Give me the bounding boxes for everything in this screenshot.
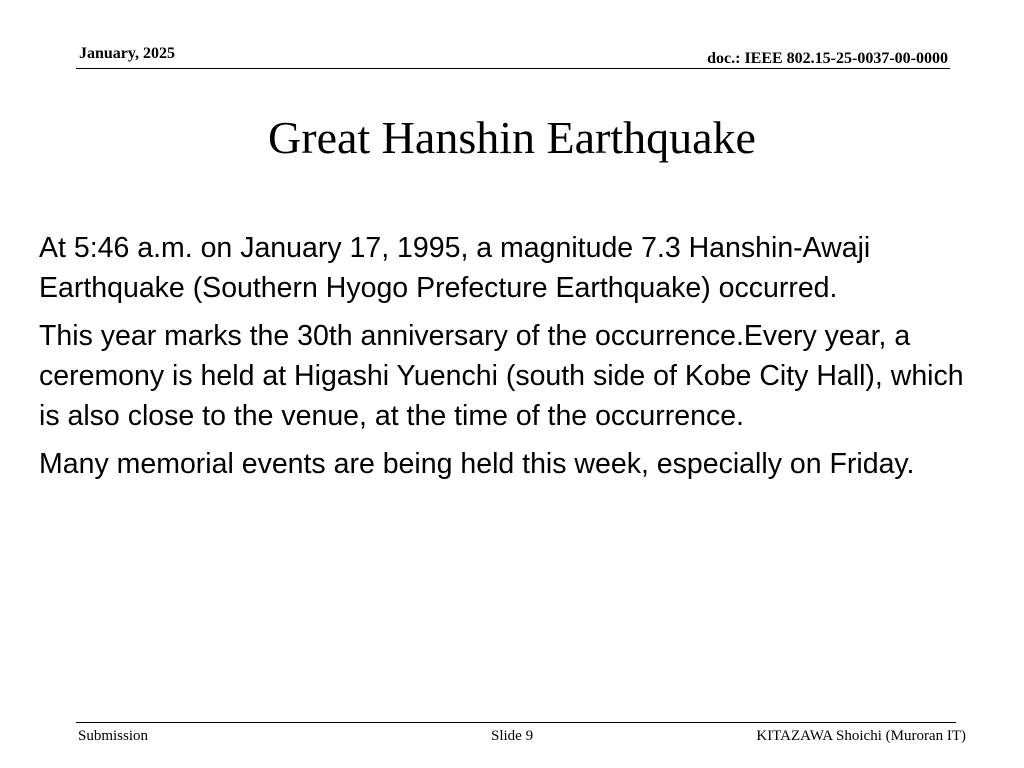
header-divider (76, 68, 950, 69)
footer-divider (76, 722, 956, 723)
body-paragraph: At 5:46 a.m. on January 17, 1995, a magnitude 7.3 Hanshin-Awaji Earthquake (Southern Hyogo Prefecture Earthquake) occurred. (39, 232, 871, 304)
body-paragraph: Many memorial events are being held this week, especially on Friday. (39, 448, 915, 480)
footer-submission: Submission (78, 728, 149, 744)
header-doc-id: doc.: IEEE 802.15-25-0037-00-0000 (707, 50, 948, 67)
footer-slide-number: Slide 9 (491, 728, 534, 744)
slide-body (39, 228, 989, 492)
header-date: January, 2025 (79, 45, 176, 62)
footer-author: KITAZAWA Shoichi (Muroran IT) (756, 728, 966, 744)
slide-title: Great Hanshin Earthquake (268, 112, 756, 163)
body-paragraph: This year marks the 30th anniversary of the occurrence.Every year, a ceremony is held at Higashi Yuenchi (south side of Kobe City Hall), which is also close to the venue, at the time of the occurrence. (39, 320, 964, 432)
